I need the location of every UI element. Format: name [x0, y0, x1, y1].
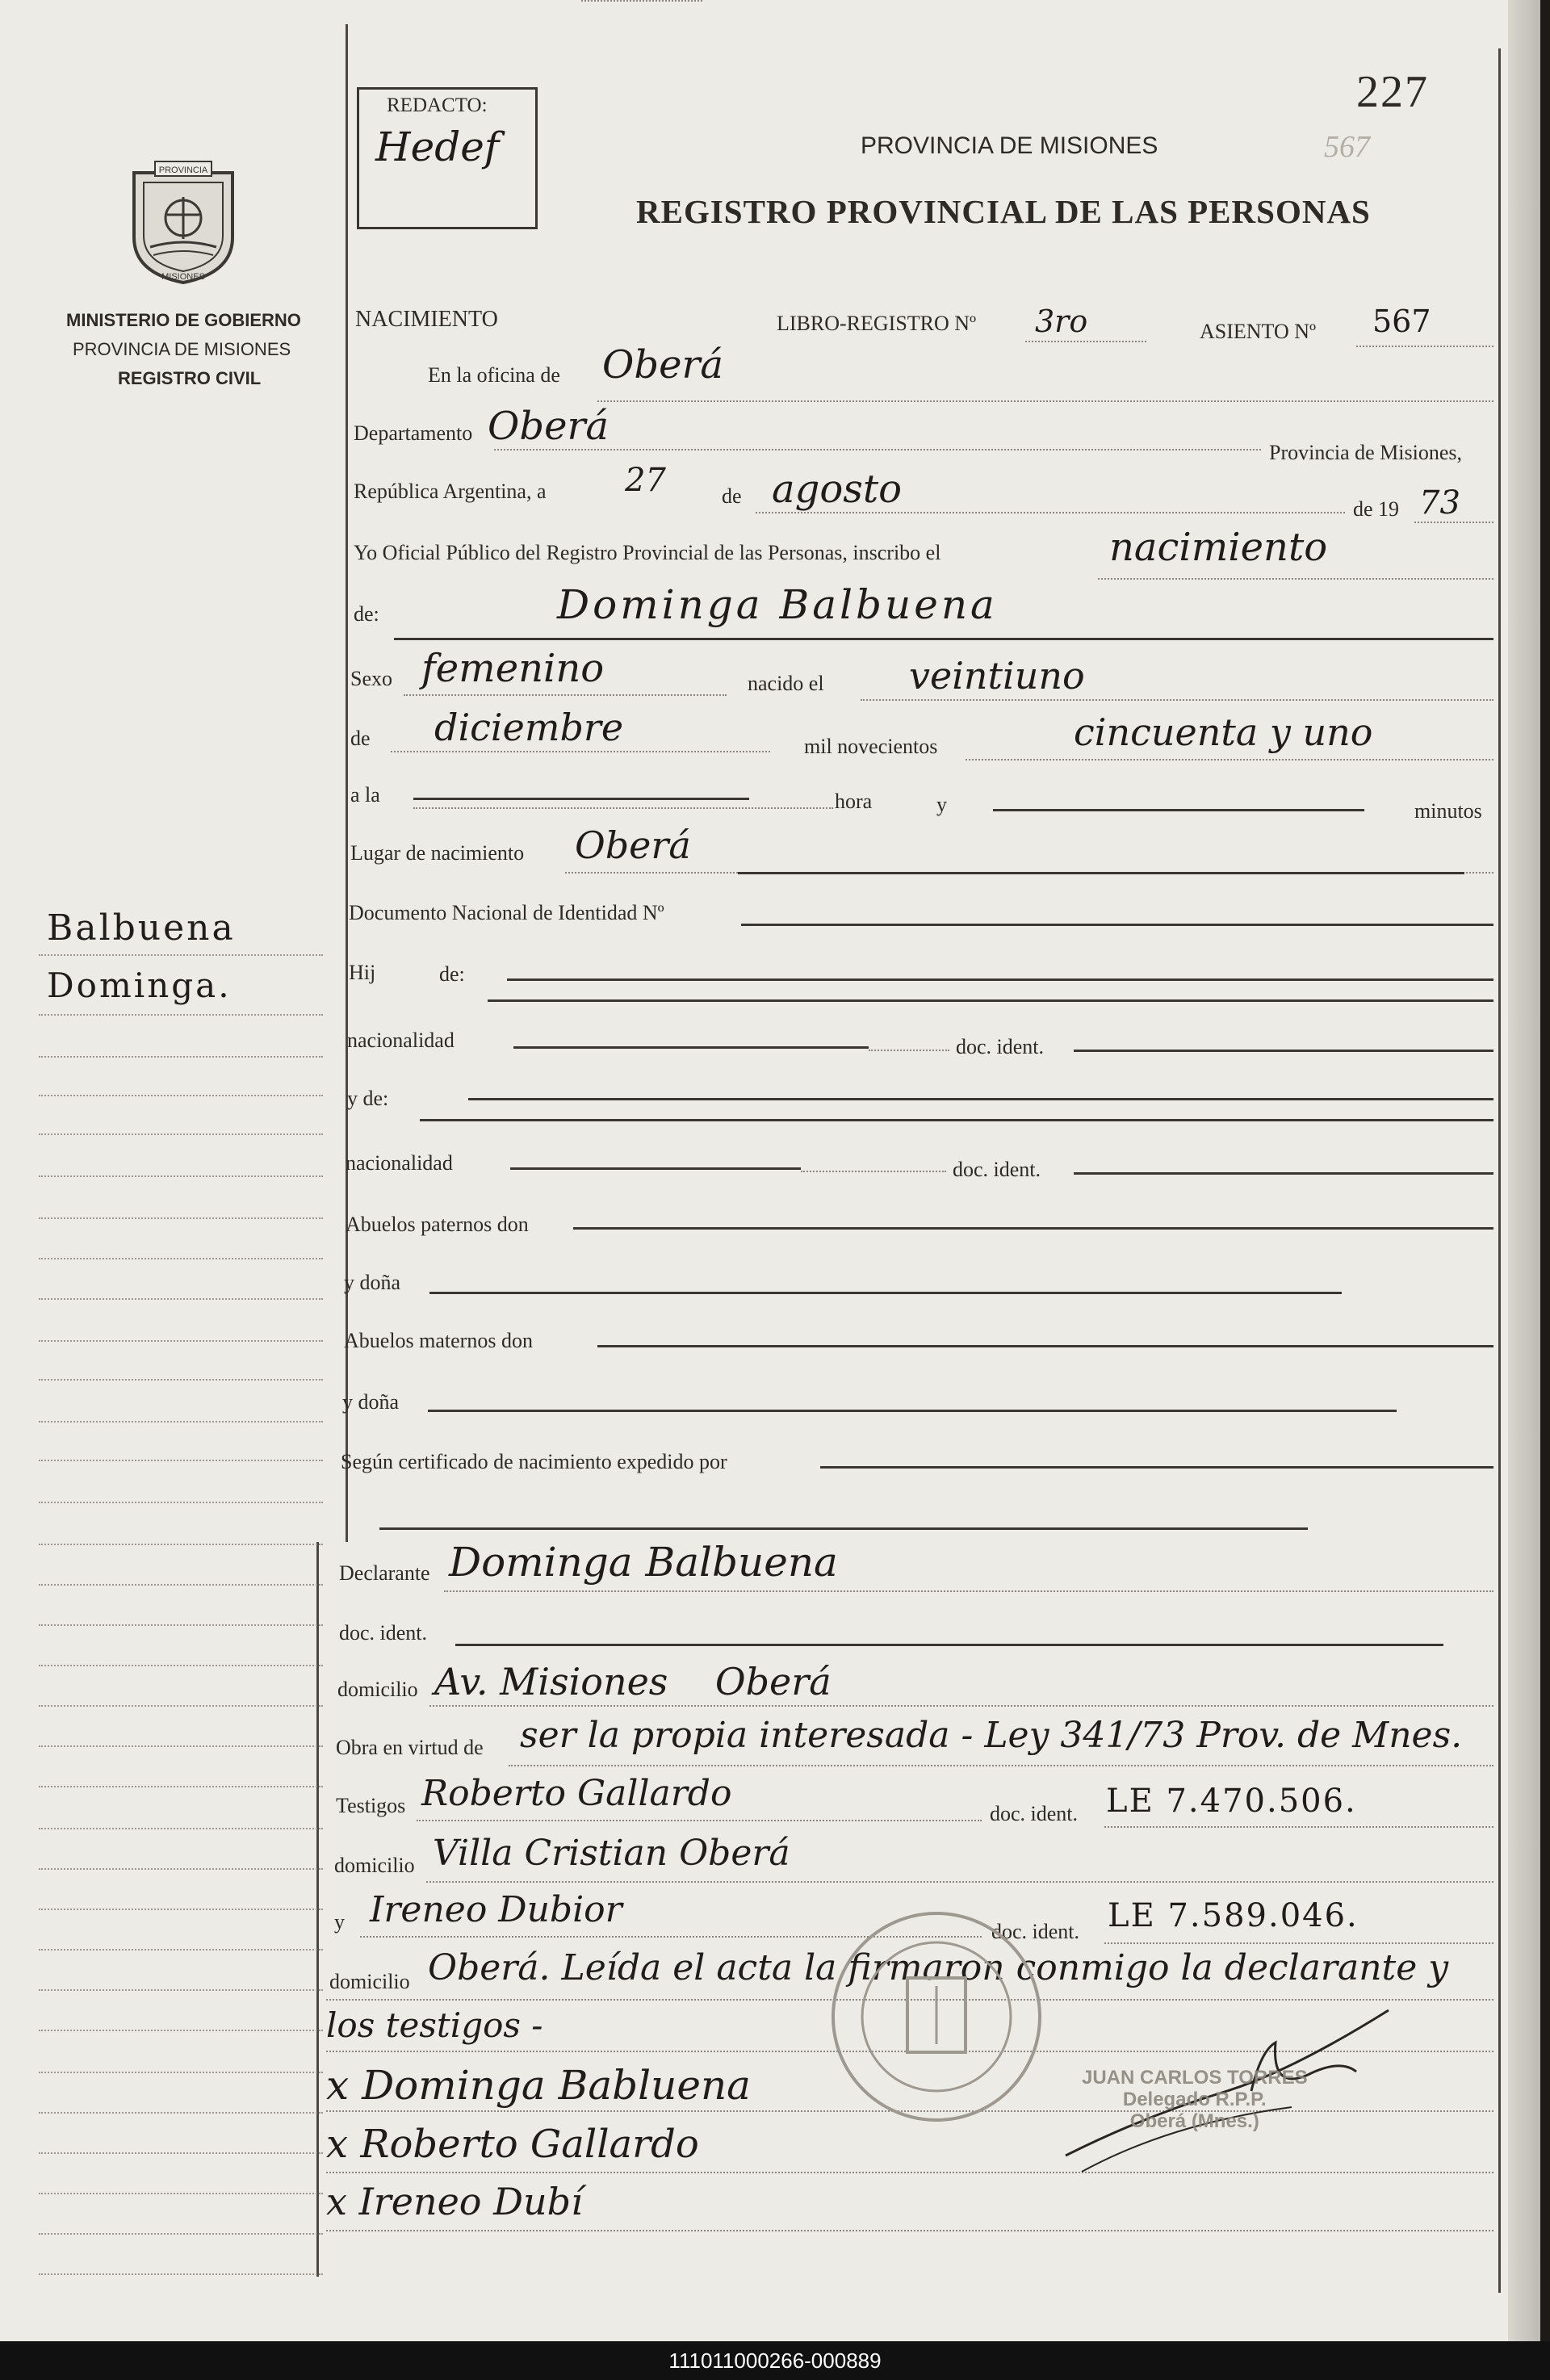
asiento-value: 567 — [1372, 304, 1431, 339]
sidebar-line — [39, 1502, 323, 1503]
abuelos-paternos-label: Abuelos paternos don — [346, 1213, 529, 1236]
testigo1-doc-line — [1104, 1826, 1493, 1828]
sidebar-line — [39, 1056, 323, 1058]
y-label: y — [936, 793, 947, 816]
hij-line — [507, 978, 1493, 981]
domicilio2-label: domicilio — [334, 1854, 415, 1877]
libro-value: 3ro — [1035, 304, 1088, 339]
birth-month-value: diciembre — [434, 706, 624, 749]
page-edge — [1508, 0, 1540, 2341]
decl-doc-line — [455, 1644, 1443, 1646]
testigo2-doc-label: doc. ident. — [991, 1920, 1080, 1943]
sidebar-line — [39, 1665, 323, 1666]
sidebar-line — [39, 2112, 323, 2114]
testigos-label: Testigos — [336, 1794, 406, 1817]
dni-label: Documento Nacional de Identidad Nº — [349, 901, 664, 924]
inscribo-value: nacimiento — [1109, 525, 1328, 570]
nacionalidad-line — [513, 1046, 869, 1049]
nacido-value: veintiuno — [909, 654, 1085, 698]
sidebar-line — [39, 1989, 323, 1991]
right-margin-rule — [1498, 48, 1501, 2293]
birth-year-value: cincuenta y uno — [1074, 710, 1373, 754]
year-prefix: de 19 — [1353, 497, 1400, 521]
certificado-line — [820, 1466, 1493, 1469]
hij-label: Hij — [349, 961, 376, 984]
body-line — [326, 2230, 1493, 2231]
declarante-label: Declarante — [339, 1561, 430, 1585]
oficina-label: En la oficina de — [428, 363, 560, 387]
nacionalidad2-dot — [801, 1171, 946, 1172]
act-type-label: NACIMIENTO — [355, 307, 498, 332]
declarante-value: Dominga Balbuena — [449, 1539, 838, 1586]
hij-de-label: de: — [439, 962, 465, 986]
ministry-line2: PROVINCIA DE MISIONES — [73, 339, 291, 359]
month-value: agosto — [772, 467, 903, 512]
nacido-label: nacido el — [748, 672, 824, 695]
sidebar-line — [39, 1340, 323, 1342]
ydona2-label: y doña — [342, 1390, 400, 1414]
de-colon-label: de: — [354, 602, 379, 626]
hora-label: hora — [835, 790, 873, 813]
sidebar-line — [39, 2193, 323, 2194]
sidebar-line — [39, 1258, 323, 1259]
redacto-box — [357, 87, 538, 229]
sidebar-line — [39, 1460, 323, 1461]
obra-value: ser la propia interesada - Ley 341/73 Prov. de Mnes. — [520, 1715, 1463, 1756]
asiento-line — [1356, 346, 1493, 347]
sidebar-line — [39, 1949, 323, 1951]
day-value: 27 — [625, 462, 666, 499]
left-margin-rule — [346, 24, 348, 1542]
domicilio3-continuation: los testigos - — [326, 2005, 543, 2045]
lugar-solid-line — [738, 872, 1464, 874]
de2-label: de — [350, 727, 371, 750]
de-label: de — [722, 484, 742, 508]
province-heading: PROVINCIA DE MISIONES — [861, 132, 1158, 159]
lugar-label: Lugar de nacimiento — [350, 841, 525, 865]
sidebar-given-name: Dominga. — [47, 966, 232, 1005]
abuelos-maternos-label: Abuelos maternos don — [344, 1329, 533, 1352]
ala-label: a la — [350, 783, 380, 807]
obra-line — [509, 1765, 1493, 1766]
ministry-line1: MINISTERIO DE GOBIERNO — [66, 310, 301, 330]
domicilio3-label: domicilio — [329, 1970, 410, 1993]
sidebar-line — [39, 1584, 323, 1586]
signature-testigo2: x Ireneo Dubí — [326, 2180, 583, 2223]
departamento-label: Departamento — [354, 421, 473, 445]
oficial-label: Yo Oficial Público del Registro Provincial de las Personas, inscribo el — [354, 541, 941, 564]
testigo1-doc-label: doc. ident. — [990, 1802, 1079, 1825]
sidebar-line — [39, 1379, 323, 1381]
departamento-value: Oberá — [488, 404, 610, 449]
sidebar-line — [39, 1421, 323, 1423]
provincia-label: Provincia de Misiones, — [1269, 441, 1463, 464]
day-line — [581, 0, 702, 2]
testigo1-line — [417, 1820, 982, 1821]
stamp-line2: Delegado R.P.P. — [1122, 2089, 1267, 2110]
barcode-id: 111011000266-000889 — [668, 2349, 882, 2373]
sidebar-line — [39, 2233, 323, 2235]
nacionalidad-label: nacionalidad — [347, 1029, 455, 1052]
decl-doc-label: doc. ident. — [339, 1621, 428, 1645]
sidebar-line — [39, 1014, 323, 1016]
year-line — [1414, 522, 1493, 523]
page-number-penciled: 567 — [1324, 130, 1370, 164]
sidebar-line — [39, 1095, 323, 1096]
stamp-line1: JUAN CARLOS TORRES — [1082, 2067, 1308, 2089]
sidebar-line — [39, 1909, 323, 1910]
sexo-line — [404, 694, 727, 696]
domicilio-line — [429, 1705, 1493, 1707]
nacionalidad-dot — [869, 1050, 949, 1051]
certificado-line2 — [379, 1527, 1308, 1530]
republica-label: República Argentina, a — [354, 480, 547, 503]
asiento-label: ASIENTO Nº — [1200, 320, 1317, 343]
doc-ident2-line — [1074, 1172, 1493, 1175]
hora-value-line — [413, 798, 749, 800]
domicilio2-line — [426, 1881, 1493, 1883]
sidebar-line — [39, 1868, 323, 1870]
stamp-line3: Oberá (Mnes.) — [1129, 2110, 1259, 2132]
dni-line — [741, 924, 1493, 926]
sidebar-line — [39, 1786, 323, 1787]
sidebar-line — [39, 1828, 323, 1829]
doc-ident-line — [1074, 1050, 1493, 1052]
domicilio2-value: Villa Cristian Oberá — [433, 1833, 790, 1874]
sexo-value: femenino — [421, 646, 605, 691]
ydona-label: y doña — [344, 1271, 401, 1294]
sidebar-line — [39, 1745, 323, 1747]
provincial-seal-icon — [123, 158, 244, 286]
hij-line2 — [488, 999, 1493, 1002]
y2-label: y — [334, 1910, 345, 1934]
sexo-label: Sexo — [350, 667, 392, 690]
testigo2-doc-value: LE 7.589.046. — [1108, 1897, 1359, 1934]
sidebar-line — [39, 1705, 323, 1707]
mil-label: mil novecientos — [804, 735, 938, 758]
name-value: Dominga Balbuena — [557, 581, 998, 628]
minutos-value-line — [993, 809, 1364, 811]
sidebar-line — [39, 1544, 323, 1545]
libro-label: LIBRO-REGISTRO Nº — [777, 312, 977, 335]
year-value: 73 — [1419, 484, 1460, 522]
obra-label: Obra en virtud de — [336, 1736, 484, 1759]
sidebar-line — [39, 2072, 323, 2073]
sidebar-line — [39, 1133, 323, 1135]
signature-declarante: x Dominga Babluena — [326, 2062, 751, 2109]
testigo1-doc-value: LE 7.470.506. — [1106, 1783, 1357, 1820]
sidebar-line — [39, 1175, 323, 1177]
sidebar-line — [39, 954, 323, 956]
inscribo-line — [1098, 578, 1493, 580]
certificado-label: Según certificado de nacimiento expedido por — [341, 1450, 727, 1473]
sidebar-line — [39, 2030, 323, 2031]
yde-line2 — [420, 1119, 1493, 1121]
sidebar-line — [39, 2273, 323, 2275]
libro-line — [1025, 341, 1146, 342]
sidebar-line — [39, 1298, 323, 1300]
sidebar-line — [39, 1217, 323, 1219]
redacto-value: Hedef — [375, 124, 500, 170]
month-line — [756, 512, 1345, 513]
hora-dot-line — [413, 807, 833, 809]
doc-ident-label: doc. ident. — [956, 1035, 1045, 1058]
redacto-label: REDACTO: — [387, 94, 488, 116]
yde-label: y de: — [347, 1087, 389, 1110]
barcode-id-bar — [0, 2341, 1550, 2380]
testigo2-value: Ireneo Dubior — [370, 1889, 622, 1930]
declarante-line — [444, 1590, 1493, 1592]
sidebar-line — [39, 1624, 323, 1626]
departamento-line — [494, 449, 1261, 450]
nacionalidad2-label: nacionalidad — [346, 1151, 453, 1175]
seal-text-top: PROVINCIA — [158, 166, 208, 175]
ydona2-line — [428, 1410, 1397, 1412]
yde-line — [468, 1098, 1493, 1100]
signature-testigo1: x Roberto Gallardo — [326, 2122, 699, 2167]
ydona-line — [429, 1292, 1342, 1294]
page-number: 227 — [1356, 67, 1429, 117]
nacionalidad2-line — [510, 1167, 801, 1170]
official-stamp-icon — [828, 1909, 1045, 2125]
sidebar-line — [39, 2152, 323, 2154]
domicilio-label: domicilio — [337, 1678, 418, 1701]
oficina-line — [597, 400, 1493, 402]
seal-text-bottom: MISIONES — [161, 272, 205, 282]
birth-month-line — [391, 751, 770, 752]
minutos-label: minutos — [1414, 799, 1482, 823]
doc-ident2-label: doc. ident. — [953, 1158, 1041, 1181]
sidebar-surname: Balbuena — [47, 907, 236, 949]
birth-year-line — [966, 759, 1493, 761]
domicilio3-value: Oberá. Leída el acta la firmaron conmigo la declarante y — [428, 1947, 1449, 1988]
official-stamp-text — [1082, 2067, 1308, 2132]
name-line — [394, 638, 1493, 640]
oficina-value: Oberá — [602, 342, 724, 388]
testigo1-value: Roberto Gallardo — [421, 1773, 732, 1814]
nacido-line — [861, 699, 1493, 701]
ministry-line3: REGISTRO CIVIL — [118, 368, 262, 388]
registry-heading: REGISTRO PROVINCIAL DE LAS PERSONAS — [636, 193, 1371, 230]
abuelos-paternos-line — [573, 1227, 1493, 1230]
lugar-value: Oberá — [575, 823, 691, 867]
domicilio-value: Av. Misiones Oberá — [434, 1660, 832, 1703]
abuelos-maternos-line — [597, 1345, 1493, 1347]
testigo2-doc-line — [1104, 1942, 1493, 1944]
